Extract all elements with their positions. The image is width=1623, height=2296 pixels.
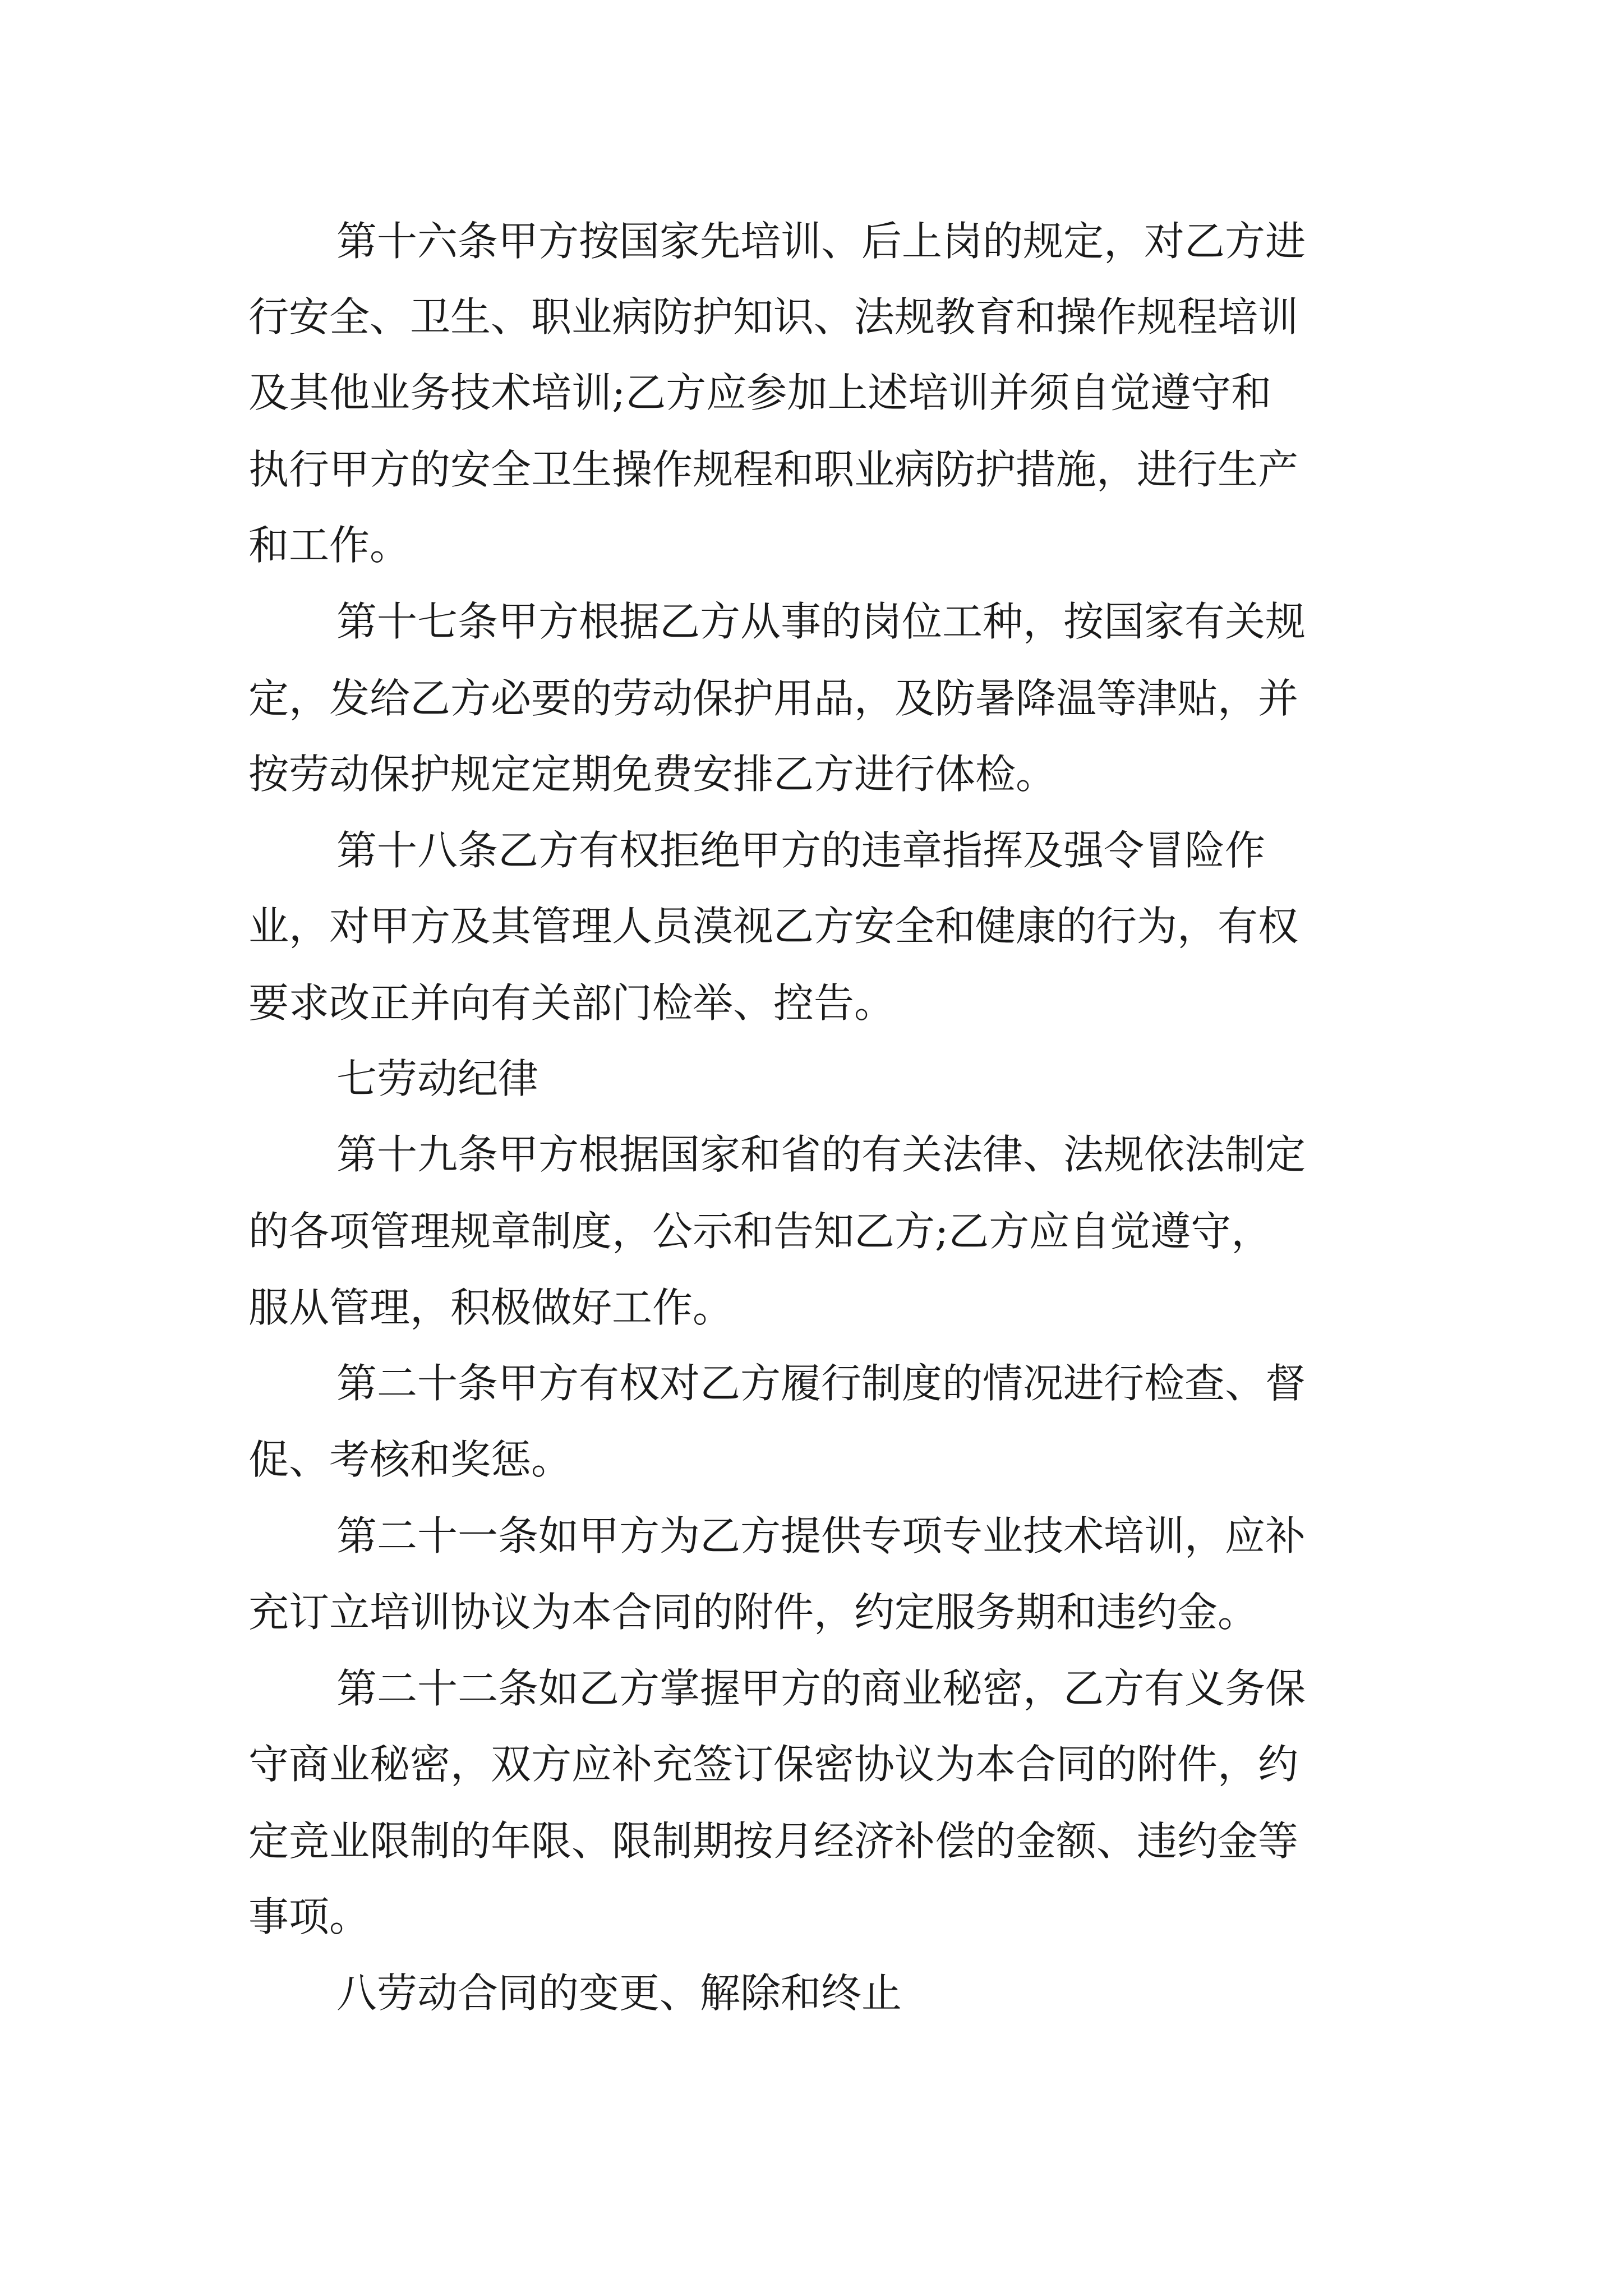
section-7-heading: 七劳动纪律 (336, 1055, 539, 1102)
paragraph-22-line-3: 定竞业限制的年限、限制期按月经济补偿的金额、违约金等 (248, 1818, 1299, 1865)
paragraph-18-line-3: 要求改正并向有关部门检举、控告。 (248, 979, 895, 1027)
paragraph-19-line-2: 的各项管理规章制度，公示和告知乙方;乙方应自觉遵守， (248, 1208, 1272, 1255)
paragraph-17-line-2: 定，发给乙方必要的劳动保护用品，及防暑降温等津贴，并 (248, 675, 1299, 722)
paragraph-16-line-5: 和工作。 (248, 522, 411, 569)
paragraph-17-line-3: 按劳动保护规定定期免费安排乙方进行体检。 (248, 751, 1057, 798)
paragraph-21-line-1: 第二十一条如甲方为乙方提供专项专业技术培训，应补 (336, 1512, 1306, 1559)
paragraph-18-line-2: 业，对甲方及其管理人员漠视乙方安全和健康的行为，有权 (248, 903, 1299, 950)
paragraph-16-line-4: 执行甲方的安全卫生操作规程和职业病防护措施，进行生产 (248, 446, 1299, 493)
paragraph-22-line-2: 守商业秘密，双方应补充签订保密协议为本合同的附件，约 (248, 1741, 1299, 1788)
section-8-heading: 八劳动合同的变更、解除和终止 (336, 1970, 902, 2017)
paragraph-20-line-2: 促、考核和奖惩。 (248, 1436, 572, 1483)
paragraph-20-line-1: 第二十条甲方有权对乙方履行制度的情况进行检查、督 (336, 1360, 1306, 1407)
paragraph-17-line-1: 第十七条甲方根据乙方从事的岗位工种，按国家有关规 (336, 598, 1306, 645)
paragraph-16-line-3: 及其他业务技术培训;乙方应参加上述培训并须自觉遵守和 (248, 369, 1272, 416)
paragraph-19-line-3: 服从管理，积极做好工作。 (248, 1284, 734, 1331)
paragraph-19-line-1: 第十九条甲方根据国家和省的有关法律、法规依法制定 (336, 1131, 1306, 1178)
paragraph-22-line-1: 第二十二条如乙方掌握甲方的商业秘密，乙方有义务保 (336, 1665, 1306, 1712)
paragraph-21-line-2: 充订立培训协议为本合同的附件，约定服务期和违约金。 (248, 1589, 1258, 1636)
paragraph-16-line-2: 行安全、卫生、职业病防护知识、法规教育和操作规程培训 (248, 293, 1299, 341)
paragraph-18-line-1: 第十八条乙方有权拒绝甲方的违章指挥及强令冒险作 (336, 827, 1266, 874)
paragraph-22-line-4: 事项。 (248, 1893, 370, 1940)
paragraph-16-line-1: 第十六条甲方按国家先培训、后上岗的规定，对乙方进 (336, 218, 1306, 265)
